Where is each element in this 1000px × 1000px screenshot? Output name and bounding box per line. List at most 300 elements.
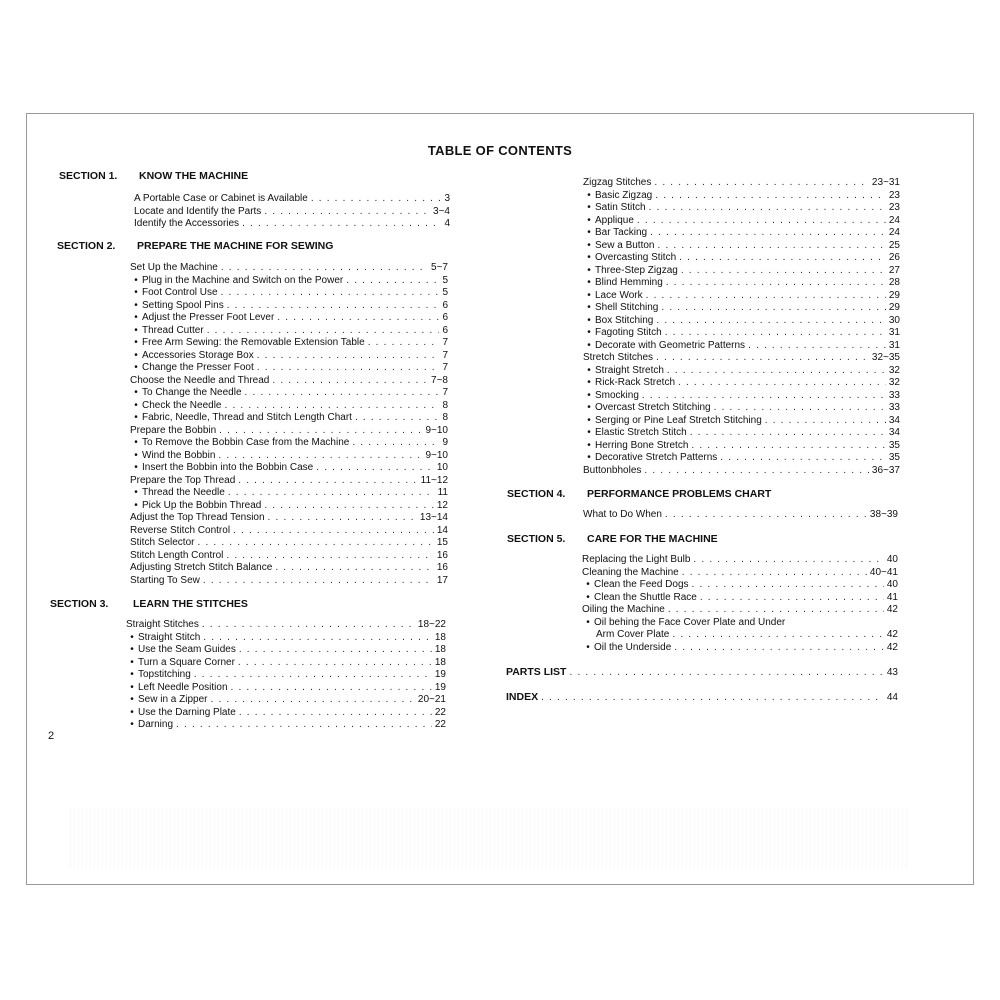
toc-entry-label: Clean the Shuttle Race <box>594 591 697 603</box>
toc-entry <box>583 265 900 278</box>
toc-entry <box>130 537 448 550</box>
toc-entry-label: Shell Stitching <box>595 302 659 313</box>
toc-entry <box>583 427 900 440</box>
bullet: • <box>130 681 134 693</box>
leader-dots <box>238 657 432 670</box>
toc-entry-page: 20~21 <box>417 694 446 705</box>
leader-dots <box>690 427 886 440</box>
bullet: • <box>134 337 138 348</box>
toc-entry-page: 18 <box>434 631 446 643</box>
toc-entry-page: 9~10 <box>425 449 448 461</box>
toc-entry <box>582 617 898 630</box>
toc-entry-label: Foot Control Use <box>142 287 218 298</box>
toc-entry-label: Thread the Needle <box>142 487 225 498</box>
toc-entry-page: 5 <box>442 274 448 286</box>
leader-dots <box>765 415 886 428</box>
leader-dots <box>637 215 886 228</box>
section-1-number: SECTION 1. <box>59 170 118 182</box>
bullet: • <box>130 656 134 668</box>
toc-entry <box>130 337 448 350</box>
toc-entry <box>130 425 448 438</box>
toc-entry-page: 40 <box>886 554 898 565</box>
toc-entry <box>130 450 448 463</box>
section-5-title: CARE FOR THE MACHINE <box>587 533 718 545</box>
bullet: • <box>587 402 591 413</box>
bullet: • <box>134 462 138 473</box>
section-4-title: PERFORMANCE PROBLEMS CHART <box>587 488 772 500</box>
leader-dots <box>194 669 432 682</box>
toc-entry-label: Stitch Selector <box>130 537 195 548</box>
leader-dots <box>693 554 883 567</box>
bullet: • <box>587 277 591 288</box>
toc-entry-page: 17 <box>436 574 448 586</box>
leader-dots <box>355 412 440 425</box>
toc-entry-label: Lace Work <box>595 289 643 301</box>
bullet: • <box>587 389 591 401</box>
toc-entry-page: 33 <box>888 402 900 413</box>
toc-entry-page: 28 <box>888 277 900 288</box>
toc-entry <box>582 567 898 580</box>
toc-entry-page: 40~41 <box>869 566 898 578</box>
toc-entry-label: Set Up the Machine <box>130 262 218 273</box>
toc-entry <box>583 465 900 478</box>
leader-dots <box>239 644 432 657</box>
toc-entry-label: Free Arm Sewing: the Removable Extension Table <box>142 337 365 348</box>
leader-dots <box>264 500 434 513</box>
leader-dots <box>644 465 869 478</box>
leader-dots <box>748 340 886 353</box>
leader-dots <box>257 362 440 375</box>
section-3-list <box>126 619 446 732</box>
toc-entry-page: 5~7 <box>431 262 448 273</box>
leader-dots <box>665 327 886 340</box>
toc-entry-page: 24 <box>888 227 900 238</box>
leader-dots <box>346 275 439 288</box>
toc-entry <box>130 287 448 300</box>
leader-dots <box>569 667 883 680</box>
leader-dots <box>218 450 422 463</box>
toc-entry-page: 41 <box>886 591 898 603</box>
toc-entry <box>582 592 898 605</box>
leader-dots <box>700 592 884 605</box>
toc-entry <box>130 462 448 475</box>
index-page: 44 <box>886 692 898 703</box>
toc-entry-label: Stretch Stitches <box>583 352 654 363</box>
toc-entry-label: Plug in the Machine and Switch on the Power <box>142 274 344 286</box>
toc-entry <box>130 312 448 325</box>
toc-entry-label: Sew a Button <box>595 239 655 251</box>
bullet: • <box>586 579 590 590</box>
toc-entry-label: Adjusting Stretch Stitch Balance <box>130 562 273 573</box>
toc-entry <box>130 350 448 363</box>
toc-entry-label: Fabric, Needle, Thread and Stitch Length Chart <box>142 412 352 423</box>
bullet: • <box>134 274 138 286</box>
leader-dots <box>720 452 886 465</box>
toc-entry-page: 10 <box>436 462 448 473</box>
toc-entry-page: 9~10 <box>425 424 448 436</box>
toc-entry <box>583 277 900 290</box>
leader-dots <box>203 632 432 645</box>
toc-entry <box>130 400 448 413</box>
toc-entry <box>130 575 448 588</box>
toc-entry <box>582 629 898 642</box>
bullet: • <box>587 252 591 263</box>
section-5-list <box>582 554 898 654</box>
toc-entry <box>583 190 900 203</box>
toc-entry-label: Rick-Rack Stretch <box>595 377 676 388</box>
leader-dots <box>655 190 886 203</box>
toc-entry-page: 11~12 <box>420 474 448 486</box>
toc-entry-label: Straight Stitches <box>126 619 199 630</box>
toc-entry-label: Use the Darning Plate <box>138 706 236 718</box>
toc-entry <box>126 644 446 657</box>
bullet: • <box>587 314 591 326</box>
toc-entry <box>130 437 448 450</box>
toc-entry-label: Insert the Bobbin into the Bobbin Case <box>142 462 314 473</box>
leader-dots <box>691 440 885 453</box>
toc-entry-page: 6 <box>442 312 448 323</box>
toc-entry <box>130 375 448 388</box>
toc-entry <box>130 512 448 525</box>
bullet: • <box>587 414 591 426</box>
bullet: • <box>587 302 591 313</box>
toc-entry-label: To Remove the Bobbin Case from the Machine <box>142 437 350 448</box>
toc-entry-page: 31 <box>888 327 900 338</box>
toc-entry-page: 23 <box>888 202 900 213</box>
toc-entry-label: Serging or Pine Leaf Stretch Stitching <box>595 414 762 426</box>
toc-entry-label: Oil behing the Face Cover Plate and Under <box>594 616 786 628</box>
toc-entry-page: 19 <box>434 681 446 693</box>
leader-dots <box>646 290 886 303</box>
toc-entry-label: Stitch Length Control <box>130 549 224 561</box>
toc-entry <box>583 452 900 465</box>
toc-entry <box>583 290 900 303</box>
toc-entry-page: 18~22 <box>417 619 446 630</box>
toc-entry <box>130 387 448 400</box>
toc-entry <box>582 604 898 617</box>
section-1-title: KNOW THE MACHINE <box>139 170 249 182</box>
toc-entry <box>583 177 900 190</box>
toc-entry-page: 7 <box>442 387 448 398</box>
toc-entry-label: Three-Step Zigzag <box>595 264 678 276</box>
section-3-title: LEARN THE STITCHES <box>133 598 248 610</box>
toc-entry-label: Darning <box>138 719 174 730</box>
toc-entry-page: 16 <box>436 562 448 573</box>
leader-dots <box>207 325 440 338</box>
section-3-number: SECTION 3. <box>50 598 109 610</box>
toc-entry-page: 18 <box>434 656 446 668</box>
toc-entry-page: 22 <box>434 719 446 730</box>
bullet: • <box>586 591 590 603</box>
toc-entry-page: 42 <box>886 604 898 615</box>
toc-entry-label: Basic Zigzag <box>595 189 653 201</box>
section-3-header <box>50 598 248 610</box>
toc-entry-page: 6 <box>442 324 448 336</box>
bullet: • <box>587 377 591 388</box>
parts-list-page: 43 <box>886 667 898 678</box>
leader-dots <box>239 707 432 720</box>
toc-entry-page: 5 <box>442 287 448 298</box>
bullet: • <box>130 694 134 705</box>
bullet: • <box>587 202 591 213</box>
leader-dots <box>272 375 428 388</box>
leader-dots <box>203 575 434 588</box>
toc-entry <box>126 707 446 720</box>
section-2-header <box>57 240 333 252</box>
leader-dots <box>657 240 885 253</box>
section-5-number: SECTION 5. <box>507 533 566 545</box>
section-5-header <box>507 533 718 545</box>
toc-entry-label: Bar Tacking <box>595 227 648 238</box>
toc-entry <box>126 669 446 682</box>
toc-entry <box>130 475 448 488</box>
toc-entry-label: Locate and Identify the Parts <box>134 205 262 217</box>
bullet: • <box>587 214 591 226</box>
toc-entry <box>130 275 448 288</box>
toc-entry-page: 7 <box>442 362 448 373</box>
bullet: • <box>130 669 134 680</box>
toc-entry <box>583 252 900 265</box>
leader-dots <box>666 277 886 290</box>
toc-entry-label: Zigzag Stitches <box>583 177 652 188</box>
toc-entry-label: A Portable Case or Cabinet is Available <box>134 193 308 204</box>
toc-entry-label: Smocking <box>595 389 639 401</box>
toc-entry-page: 16 <box>436 549 448 561</box>
toc-entry <box>130 562 448 575</box>
toc-entry-page: 8 <box>442 412 448 423</box>
toc-entry-page: 38~39 <box>869 509 898 520</box>
toc-entry <box>583 390 900 403</box>
toc-entry <box>134 193 450 206</box>
toc-entry-label: Oil the Underside <box>594 641 672 653</box>
bullet: • <box>134 449 138 461</box>
toc-entry-page: 22 <box>434 706 446 718</box>
toc-entry-label: Turn a Square Corner <box>138 656 235 668</box>
section-1-list <box>134 193 450 231</box>
toc-entry <box>583 240 900 253</box>
toc-entry <box>582 642 898 655</box>
leader-dots <box>316 462 434 475</box>
toc-entry-label: Arm Cover Plate <box>596 629 670 640</box>
toc-entry-page: 4 <box>444 218 450 229</box>
toc-entry-label: Applique <box>595 214 634 226</box>
leader-dots <box>238 475 417 488</box>
toc-entry-page: 36~37 <box>871 464 900 476</box>
toc-entry-label: Adjust the Presser Foot Lever <box>142 312 275 323</box>
toc-entry-page: 15 <box>436 537 448 548</box>
toc-entry <box>583 315 900 328</box>
toc-entry-page: 27 <box>888 264 900 276</box>
bullet: • <box>134 437 138 448</box>
leader-dots <box>674 642 884 655</box>
toc-entry <box>130 550 448 563</box>
bullet: • <box>587 227 591 238</box>
toc-entry-label: Reverse Stitch Control <box>130 524 231 536</box>
toc-entry-label: Fagoting Stitch <box>595 327 662 338</box>
toc-entry-page: 35 <box>888 439 900 451</box>
leader-dots <box>679 252 886 265</box>
toc-entry <box>583 509 898 522</box>
toc-entry-label: Replacing the Light Bulb <box>582 554 691 565</box>
parts-list-entry <box>506 666 898 679</box>
bullet: • <box>134 299 138 311</box>
leader-dots <box>311 193 442 206</box>
leader-dots <box>277 312 439 325</box>
leader-dots <box>665 509 867 522</box>
leader-dots <box>352 437 439 450</box>
toc-entry-label: Starting To Sew <box>130 574 200 586</box>
toc-entry-label: Elastic Stretch Stitch <box>595 427 687 438</box>
leader-dots <box>661 302 886 315</box>
bullet: • <box>134 412 138 423</box>
index-entry <box>506 691 898 704</box>
toc-entry-label: What to Do When <box>583 509 662 520</box>
toc-entry <box>130 300 448 313</box>
leader-dots <box>264 206 430 219</box>
leader-dots <box>268 512 417 525</box>
leader-dots <box>656 315 886 328</box>
toc-entry-label: Adjust the Top Thread Tension <box>130 512 265 523</box>
toc-entry-page: 7 <box>442 337 448 348</box>
leader-dots <box>654 177 869 190</box>
leader-dots <box>225 400 440 413</box>
toc-entry-label: Cleaning the Machine <box>582 566 679 578</box>
leader-dots <box>642 390 886 403</box>
bullet: • <box>587 427 591 438</box>
leader-dots <box>668 604 884 617</box>
bullet: • <box>587 339 591 351</box>
toc-entry-page: 23~31 <box>871 177 900 188</box>
toc-entry-label: Prepare the Bobbin <box>130 424 217 436</box>
bullet: • <box>130 644 134 655</box>
toc-entry-label: Topstitching <box>138 669 191 680</box>
leader-dots <box>667 365 886 378</box>
leader-dots <box>228 487 435 500</box>
section-1-header <box>59 170 248 182</box>
toc-entry-label: Use the Seam Guides <box>138 644 236 655</box>
toc-entry-page: 29 <box>888 289 900 301</box>
toc-entry <box>583 415 900 428</box>
toc-entry <box>130 412 448 425</box>
toc-entry-label: Straight Stitch <box>138 631 201 643</box>
toc-entry <box>583 340 900 353</box>
leader-dots <box>242 218 441 231</box>
bullet: • <box>587 189 591 201</box>
toc-entry-page: 24 <box>888 214 900 226</box>
toc-entry-label: Oiling the Machine <box>582 604 665 615</box>
leader-dots <box>227 300 440 313</box>
bullet: • <box>130 719 134 730</box>
toc-entry-page: 31 <box>888 339 900 351</box>
toc-entry-page: 18 <box>434 644 446 655</box>
toc-entry-page: 12 <box>436 499 448 511</box>
leader-dots <box>682 567 867 580</box>
toc-entry-page: 26 <box>888 252 900 263</box>
bullet: • <box>587 239 591 251</box>
toc-entry <box>130 262 448 275</box>
section-4-number: SECTION 4. <box>507 488 566 500</box>
bullet: • <box>587 364 591 376</box>
toc-entry-page: 11 <box>437 487 448 498</box>
toc-entry-label: Setting Spool Pins <box>142 299 224 311</box>
bullet: • <box>130 706 134 718</box>
toc-entry-label: Pick Up the Bobbin Thread <box>142 499 262 511</box>
toc-entry-page: 14 <box>436 524 448 536</box>
leader-dots <box>692 579 884 592</box>
bullet: • <box>134 312 138 323</box>
toc-entry <box>130 325 448 338</box>
leader-dots <box>221 287 440 300</box>
leader-dots <box>656 352 869 365</box>
toc-entry <box>583 302 900 315</box>
toc-entry-label: Thread Cutter <box>142 324 204 336</box>
toc-entry-label: Satin Stitch <box>595 202 646 213</box>
bullet: • <box>587 289 591 301</box>
toc-entry <box>130 525 448 538</box>
toc-entry-label: To Change the Needle <box>142 387 242 398</box>
toc-entry-page: 30 <box>888 314 900 326</box>
bullet: • <box>587 327 591 338</box>
toc-entry-page: 32 <box>888 377 900 388</box>
toc-entry-label: Straight Stretch <box>595 364 664 376</box>
toc-entry-page: 23 <box>888 189 900 201</box>
toc-entry-label: Choose the Needle and Thread <box>130 374 270 386</box>
toc-entry-page: 32 <box>888 364 900 376</box>
section-2-number: SECTION 2. <box>57 240 116 252</box>
toc-entry <box>130 500 448 513</box>
toc-entry <box>583 227 900 240</box>
toc-entry-label: Sew in a Zipper <box>138 694 208 705</box>
bullet: • <box>134 387 138 398</box>
toc-entry-page: 8 <box>442 399 448 411</box>
index-label: INDEX <box>506 691 539 703</box>
toc-entry <box>134 218 450 231</box>
toc-entry <box>130 487 448 500</box>
leader-dots <box>678 377 886 390</box>
bullet: • <box>134 287 138 298</box>
toc-entry-label: Decorate with Geometric Patterns <box>595 339 746 351</box>
toc-entry <box>126 619 446 632</box>
toc-entry-label: Wind the Bobbin <box>142 449 216 461</box>
toc-entry-page: 7 <box>442 349 448 361</box>
bullet: • <box>587 439 591 451</box>
toc-entry-label: Change the Presser Foot <box>142 362 254 373</box>
leader-dots <box>210 694 414 707</box>
toc-entry-label: Prepare the Top Thread <box>130 474 236 486</box>
leader-dots <box>541 692 884 705</box>
toc-entry <box>583 215 900 228</box>
toc-entry <box>134 206 450 219</box>
toc-entry-label: Left Needle Position <box>138 681 228 693</box>
toc-entry <box>126 632 446 645</box>
leader-dots <box>245 387 440 400</box>
bullet: • <box>134 487 138 498</box>
toc-entry-page: 34 <box>888 427 900 438</box>
toc-entry <box>126 682 446 695</box>
toc-entry <box>583 352 900 365</box>
leader-dots <box>221 262 428 275</box>
leader-dots <box>231 682 432 695</box>
leader-dots <box>176 719 432 732</box>
section-4-list <box>583 509 898 522</box>
leader-dots <box>275 562 434 575</box>
leader-dots <box>226 550 433 563</box>
leader-dots <box>197 537 433 550</box>
toc-entry-label: Decorative Stretch Patterns <box>595 452 718 463</box>
bullet: • <box>134 499 138 511</box>
toc-entry-label: Box Stitching <box>595 314 654 326</box>
bullet: • <box>586 641 590 653</box>
